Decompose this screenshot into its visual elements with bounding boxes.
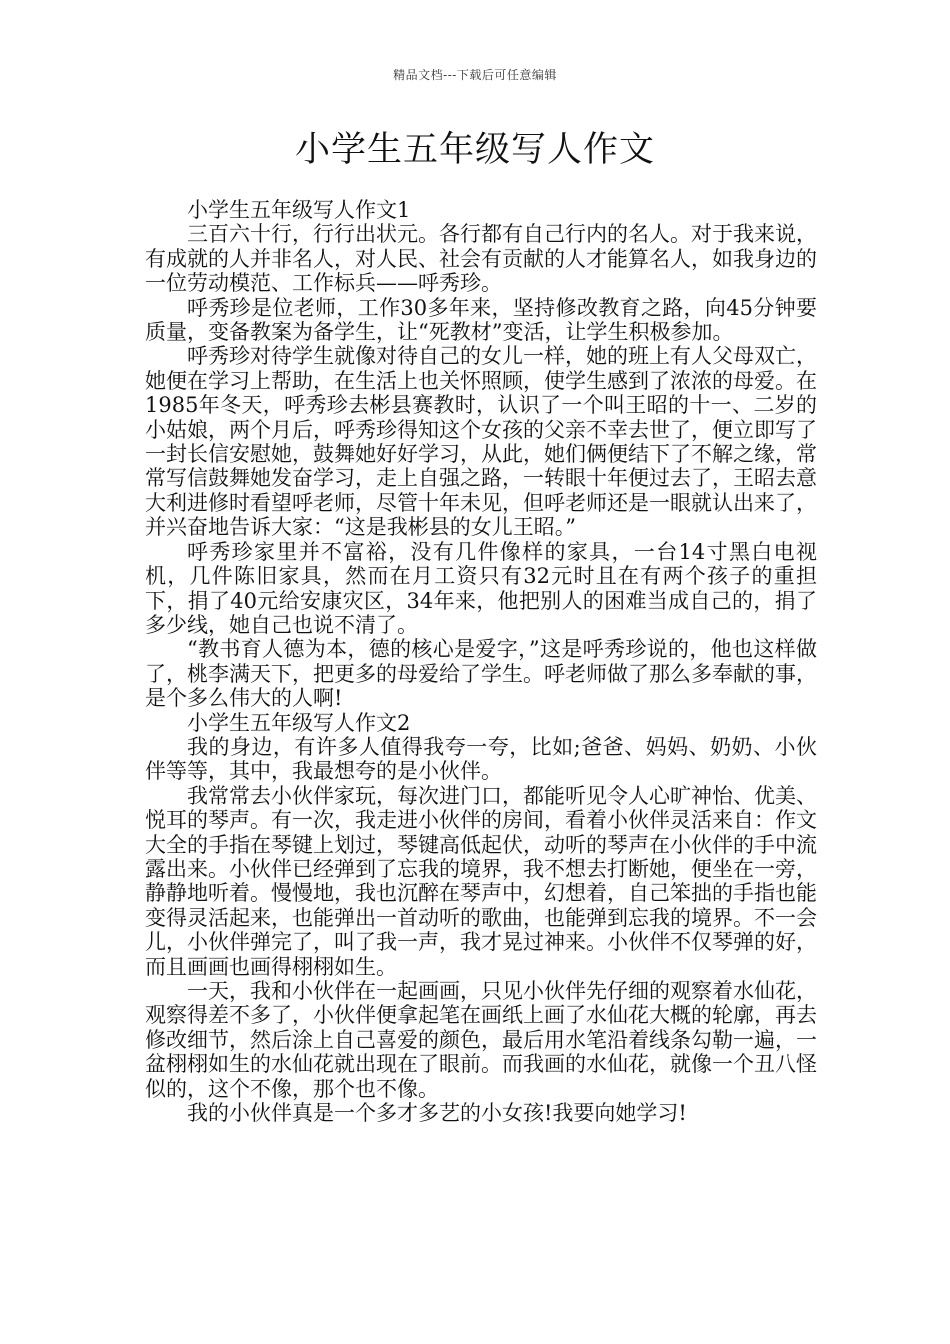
paragraph: 一天，我和小伙伴在一起画画，只见小伙伴先仔细的观察着水仙花，观察得差不多了，小伙伴便拿起笔在画纸上画了水仙花大概的轮廓，再去修改细节，然后涂上自己喜爱的颜色，最后用水笔沿着线条勾勒一遍，一盆栩栩如生的水仙花就出现在了眼前。而我画的水仙花，就像一个丑八怪似的，这个不像，那个也不像。 <box>145 979 817 1101</box>
paragraph: 我常常去小伙伴家玩，每次进门口，都能听见令人心旷神怡、优美、悦耳的琴声。有一次，我走进小伙伴的房间，看着小伙伴灵活来自：作文大全的手指在琴键上划过，琴键高低起伏，动听的琴声在小伙伴的手中流露出来。小伙伴已经弹到了忘我的境界，我不想去打断她，便坐在一旁，静静地听着。慢慢地，我也沉醉在琴声中，幻想着，自己笨拙的手指也能变得灵活起来，也能弹出一首动听的歌曲，也能弹到忘我的境界。不一会儿，小伙伴弹完了，叫了我一声，我才晃过神来。小伙伴不仅琴弹的好，而且画画也画得栩栩如生。 <box>145 783 817 979</box>
header-note: 精品文档---下载后可任意编辑 <box>393 68 557 82</box>
page-title: 小学生五年级写人作文 <box>294 130 655 170</box>
paragraph: 我的身边，有许多人值得我夸一夸，比如;爸爸、妈妈、奶奶、小伙伴等等，其中，我最想夸的是小伙伴。 <box>145 734 817 784</box>
paragraph: 呼秀珍家里并不富裕，没有几件像样的家具，一台14寸黑白电视机，几件陈旧家具，然而在月工资只有32元时且在有两个孩子的重担下，捐了40元给安康灾区，34年来，他把别人的困难当成自己的，捐了多少线，她自己也说不清了。 <box>145 539 817 637</box>
essay-subtitle: 小学生五年级写人作文1 <box>187 198 411 222</box>
essay-subtitle: 小学生五年级写人作文2 <box>187 710 411 735</box>
paragraph: 呼秀珍是位老师，工作30多年来，坚持修改教育之路，向45分钟要质量，变备教案为备学生，让“死教材”变活，让学生积极参加。 <box>145 295 817 345</box>
paragraph: 呼秀珍对待学生就像对待自己的女儿一样，她的班上有人父母双亡，她便在学习上帮助，在生活上也关怀照顾，使学生感到了浓浓的母爱。在1985年冬天，呼秀珍去彬县赛教时，认识了一个叫王昭的十一、二岁的小姑娘，两个月后，呼秀珍得知这个女孩的父亲不幸去世了，便立即写了一封长信安慰她，鼓舞她好好学习，从此，她们俩便结下了不解之缘，常常写信鼓舞她发奋学习，走上自强之路，一转眼十年便过去了，王昭去意大利进修时看望呼老师，尽管十年未见，但呼老师还是一眼就认出来了，并兴奋地告诉大家：“这是我彬县的女儿王昭。” <box>145 344 817 540</box>
article-body <box>145 198 817 1125</box>
paragraph: 我的小伙伴真是一个多才多艺的小女孩!我要向她学习! <box>187 1101 687 1126</box>
paragraph: 三百六十行，行行出状元。各行都有自己行内的名人。对于我来说，有成就的人并非名人，对人民、社会有贡献的人才能算名人，如我身边的一位劳动模范、工作标兵——呼秀珍。 <box>145 222 817 296</box>
paragraph: “教书育人德为本，德的核心是爱字，”这是呼秀珍说的，他也这样做了，桃李满天下，把更多的母爱给了学生。呼老师做了那么多奉献的事，是个多么伟大的人啊! <box>145 637 817 711</box>
